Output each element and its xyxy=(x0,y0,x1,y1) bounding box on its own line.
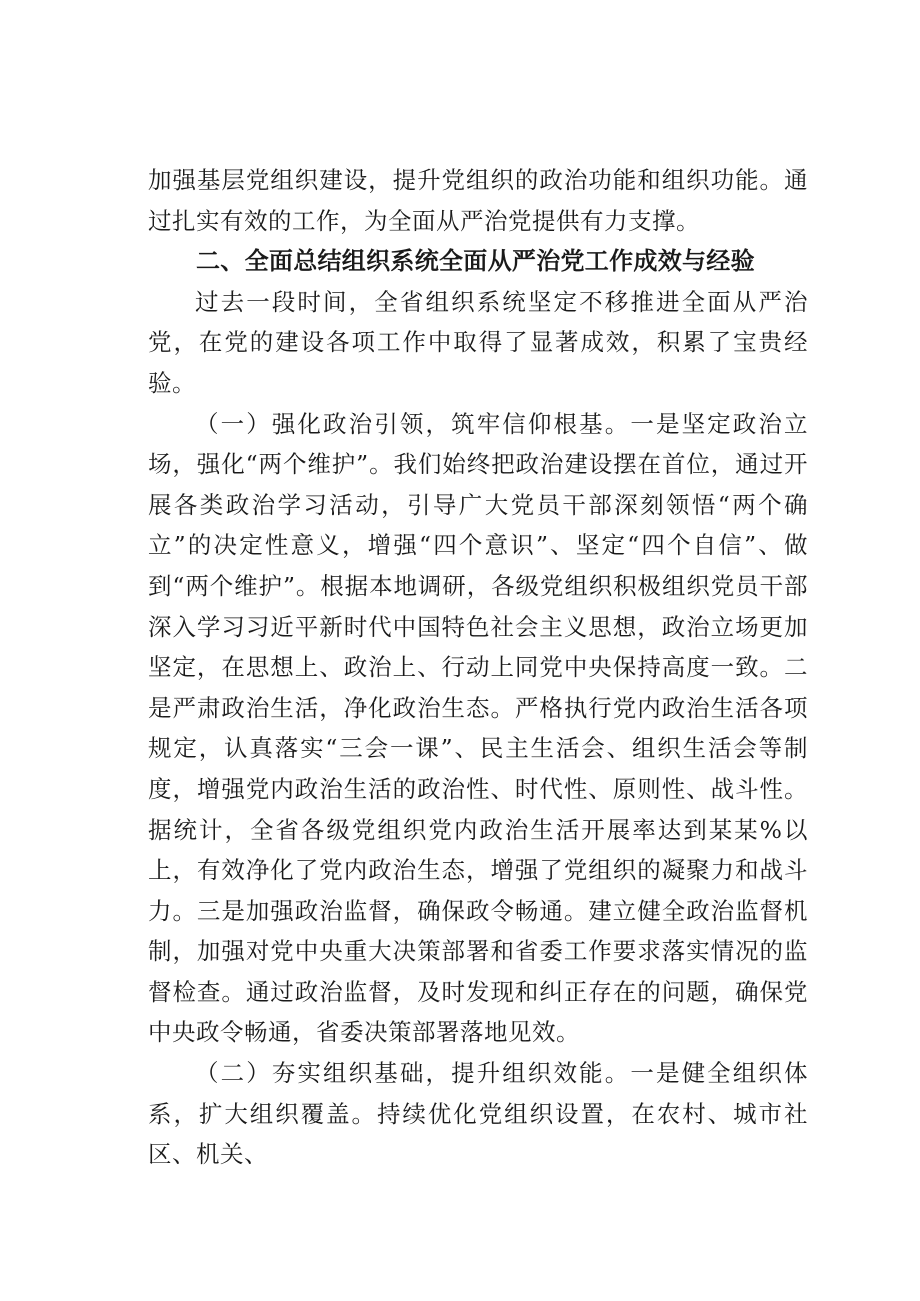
section-heading: 二、全面总结组织系统全面从严治党工作成效与经验 xyxy=(196,247,755,276)
paragraph-political-leadership: （一）强化政治引领，筑牢信仰根基。一是坚定政治立场，强化“两个维护”。我们始终把政治建设摆在首位，通过开展各类政治学习活动，引导广大党员干部深刻领悟“两个确立”的决定性意义，增强“四个意识”、坚定“四个自信”、做到“两个维护”。根据本地调研，各级党组织积极组织党员干部深入学习习近平新时代中国特色社会主义思想，政治立场更加坚定，在思想上、政治上、行动上同党中央保持高度一致。二是严肃政治生活，净化政治生态。严格执行党内政治生活各项规定，认真落实“三会一课”、民主生活会、组织生活会等制度，增强党内政治生活的政治性、时代性、原则性、战斗性。据统计，全省各级党组织党内政治生活开展率达到某某%以上，有效净化了党内政治生态，增强了党组织的凝聚力和战斗力。三是加强政治监督，确保政令畅通。建立健全政治监督机制，加强对党中央重大决策部署和省委工作要求落实情况的监督检查。通过政治监督，及时发现和纠正存在的问题，确保党中央政令畅通，省委决策部署落地见效。 xyxy=(148,409,808,1047)
paragraph-intro: 过去一段时间，全省组织系统坚定不移推进全面从严治党，在党的建设各项工作中取得了显著成效，积累了宝贵经验。 xyxy=(148,287,808,397)
paragraph-organization-foundation: （二）夯实组织基础，提升组织效能。一是健全组织体系，扩大组织覆盖。持续优化党组织设置，在农村、城市社区、机关、 xyxy=(148,1059,808,1169)
paragraph-continuation: 加强基层党组织建设，提升党组织的政治功能和组织功能。通过扎实有效的工作，为全面从严治党提供有力支撑。 xyxy=(148,166,808,235)
document-body xyxy=(148,160,808,1175)
